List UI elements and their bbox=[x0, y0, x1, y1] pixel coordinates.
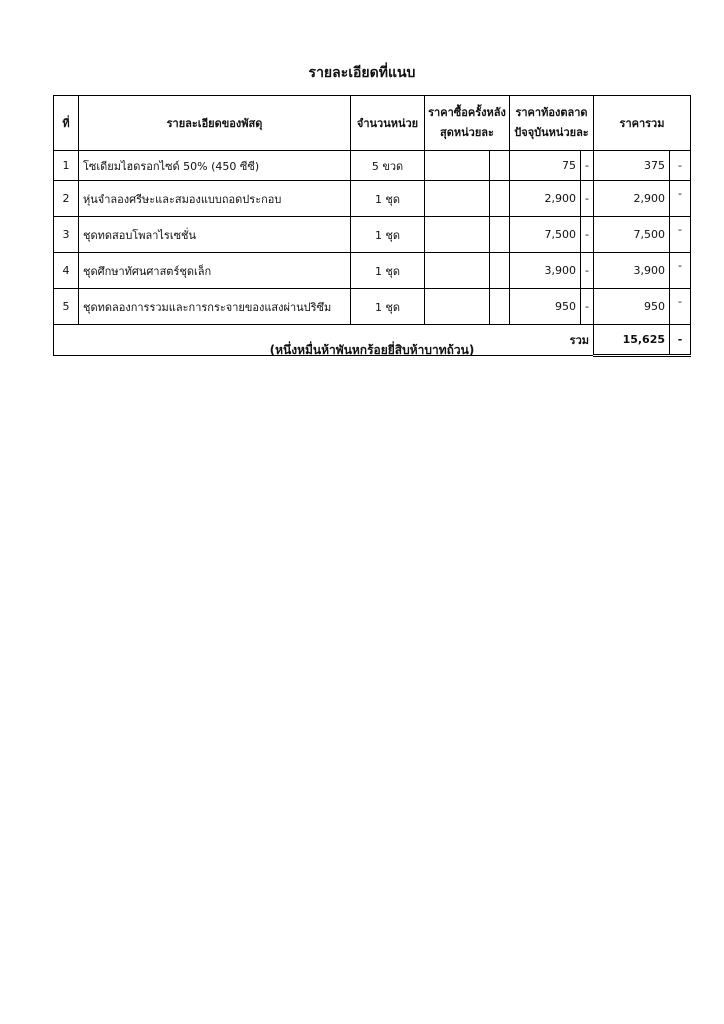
row-description: โซเดียมไฮดรอกไซด์ 50% (450 ซีซี) bbox=[79, 151, 351, 181]
row-no: 2 bbox=[54, 181, 79, 217]
row-last-price-dash bbox=[490, 181, 510, 217]
row-total-dash: - bbox=[670, 253, 691, 289]
row-description: หุ่นจำลองศรีษะและสมองแบบถอดประกอบ bbox=[79, 181, 351, 217]
row-market-price: 2,900 bbox=[510, 181, 581, 217]
row-description: ชุดทดลองการรวมและการกระจายของแสงผ่านปริซึม bbox=[79, 289, 351, 325]
row-total: 7,500 bbox=[594, 217, 670, 253]
row-last-price-dash bbox=[490, 217, 510, 253]
items-table bbox=[53, 95, 691, 357]
row-quantity: 5 ขวด bbox=[351, 151, 425, 181]
table-row bbox=[54, 181, 691, 217]
row-quantity: 1 ชุด bbox=[351, 217, 425, 253]
header-last-price-text: ราคาซื้อครั้งหลังสุดหน่วยละ bbox=[428, 106, 506, 139]
table-row bbox=[54, 289, 691, 325]
header-last-price bbox=[425, 96, 510, 151]
row-last-price-dash bbox=[490, 289, 510, 325]
table-row bbox=[54, 217, 691, 253]
row-last-price bbox=[425, 151, 490, 181]
row-market-dash: - bbox=[581, 253, 594, 289]
header-market-price-text: ราคาท้องตลาดปัจจุบันหน่วยละ bbox=[514, 106, 589, 139]
row-description: ชุดทดสอบโพลาไรเซชั่น bbox=[79, 217, 351, 253]
document-title: รายละเอียดที่แนบ bbox=[308, 65, 416, 81]
row-quantity: 1 ชุด bbox=[351, 181, 425, 217]
row-market-price: 7,500 bbox=[510, 217, 581, 253]
row-last-price bbox=[425, 217, 490, 253]
row-total: 2,900 bbox=[594, 181, 670, 217]
row-description: ชุดศึกษาทัศนศาสตร์ชุดเล็ก bbox=[79, 253, 351, 289]
row-total: 375 bbox=[594, 151, 670, 181]
total-value: 15,625 bbox=[594, 325, 670, 356]
total-label: รวม bbox=[510, 325, 594, 356]
row-last-price bbox=[425, 253, 490, 289]
row-total-dash: - bbox=[670, 151, 691, 181]
row-last-price bbox=[425, 289, 490, 325]
row-market-price: 950 bbox=[510, 289, 581, 325]
header-no: ที่ bbox=[54, 96, 79, 151]
row-market-dash: - bbox=[581, 217, 594, 253]
table-header-row bbox=[54, 96, 691, 151]
header-market-price bbox=[510, 96, 594, 151]
row-no: 1 bbox=[54, 151, 79, 181]
row-total-dash: - bbox=[670, 289, 691, 325]
row-market-price: 75 bbox=[510, 151, 581, 181]
row-market-dash: - bbox=[581, 181, 594, 217]
table-row bbox=[54, 253, 691, 289]
row-total-dash: - bbox=[670, 217, 691, 253]
row-no: 5 bbox=[54, 289, 79, 325]
row-last-price bbox=[425, 181, 490, 217]
header-quantity: จำนวนหน่วย bbox=[351, 96, 425, 151]
row-no: 4 bbox=[54, 253, 79, 289]
row-last-price-dash bbox=[490, 253, 510, 289]
row-total: 3,900 bbox=[594, 253, 670, 289]
amount-in-words: (หนึ่งหมื่นห้าพันหกร้อยยี่สิบห้าบาทถ้วน) bbox=[269, 343, 475, 357]
row-market-dash: - bbox=[581, 151, 594, 181]
total-dash: - bbox=[670, 325, 691, 356]
header-description: รายละเอียดของพัสดุ bbox=[79, 96, 351, 151]
row-quantity: 1 ชุด bbox=[351, 253, 425, 289]
row-last-price-dash bbox=[490, 151, 510, 181]
table-row bbox=[54, 151, 691, 181]
row-total: 950 bbox=[594, 289, 670, 325]
header-total: ราคารวม bbox=[594, 96, 691, 151]
row-quantity: 1 ชุด bbox=[351, 289, 425, 325]
row-market-dash: - bbox=[581, 289, 594, 325]
row-no: 3 bbox=[54, 217, 79, 253]
row-market-price: 3,900 bbox=[510, 253, 581, 289]
row-total-dash: - bbox=[670, 181, 691, 217]
